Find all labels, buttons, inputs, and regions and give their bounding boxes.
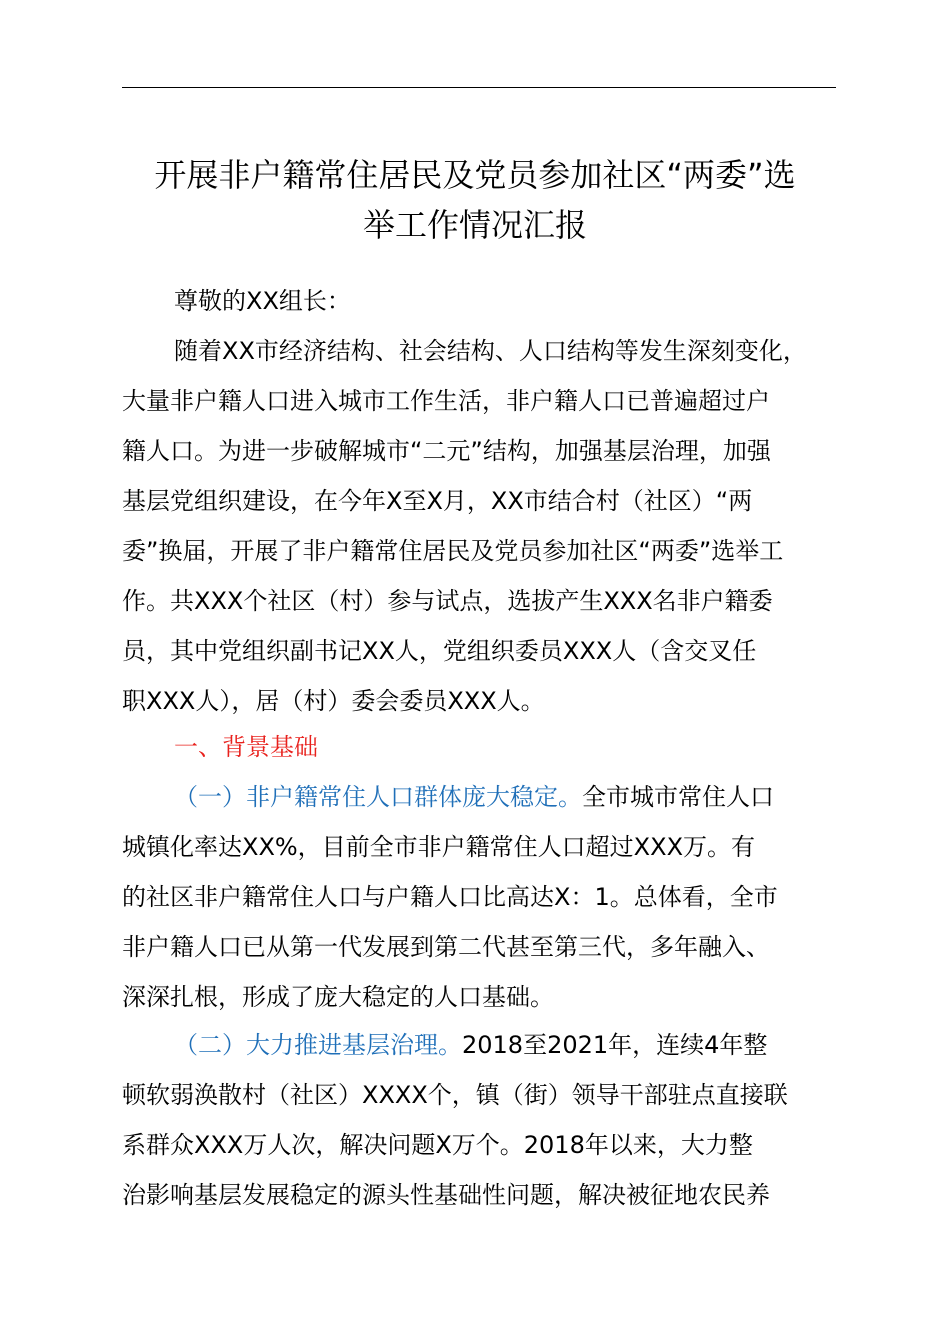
- paragraph-line: 委”换届，开展了非户籍常住居民及党员参加社区“两委”选举工: [122, 537, 784, 565]
- paragraph-line: 基层党组织建设，在今年X至X月，XX市结合村（社区）“两: [122, 487, 753, 515]
- paragraph-text: 2018至2021年，连续4年整: [462, 1031, 768, 1059]
- title-line: 开展非户籍常住居民及党员参加社区“两委”选: [154, 156, 796, 194]
- header-rule: [122, 87, 836, 88]
- paragraph-line: 非户籍人口已从第一代发展到第二代甚至第三代，多年融入、: [122, 933, 770, 961]
- paragraph-line: 深深扎根，形成了庞大稳定的人口基础。: [122, 983, 554, 1011]
- intro-paragraph: [122, 326, 838, 726]
- paragraph-line: 大量非户籍人口进入城市工作生活，非户籍人口已普遍超过户: [122, 387, 770, 415]
- paragraph-line: 顿软弱涣散村（社区）XXXX个，镇（街）领导干部驻点直接联: [122, 1081, 788, 1109]
- document-title: [100, 150, 850, 250]
- subsection-2: [122, 1020, 838, 1220]
- salutation-block: [122, 276, 838, 326]
- section-1: [122, 722, 838, 772]
- paragraph-line: 治影响基层发展稳定的源头性基础性问题，解决被征地农民养: [122, 1181, 770, 1209]
- salutation: 尊敬的XX组长：: [174, 287, 351, 315]
- paragraph-text: 全市城市常住人口: [582, 783, 774, 811]
- paragraph-line: 系群众XXX万人次，解决问题X万个。2018年以来，大力整: [122, 1131, 753, 1159]
- paragraph-line: 员，其中党组织副书记XX人，党组织委员XXX人（含交叉任: [122, 637, 757, 665]
- subsection-heading: （二）大力推进基层治理。: [174, 1031, 462, 1059]
- title-line: 举工作情况汇报: [362, 206, 587, 244]
- subsection-1: [122, 772, 838, 1022]
- paragraph-line: 城镇化率达XX%，目前全市非户籍常住人口超过XXX万。有: [122, 833, 756, 861]
- paragraph-line: 职XXX人），居（村）委会委员XXX人。: [122, 687, 545, 715]
- subsection-heading: （一）非户籍常住人口群体庞大稳定。: [174, 783, 582, 811]
- paragraph-line: 随着XX市经济结构、社会结构、人口结构等发生深刻变化，: [174, 337, 807, 365]
- section-heading: 一、背景基础: [174, 733, 318, 761]
- paragraph-line: 籍人口。为进一步破解城市“二元”结构，加强基层治理，加强: [122, 437, 771, 465]
- paragraph-line: 的社区非户籍常住人口与户籍人口比高达X：1。总体看，全市: [122, 883, 778, 911]
- paragraph-line: 作。共XXX个社区（村）参与试点，选拔产生XXX名非户籍委: [122, 587, 773, 615]
